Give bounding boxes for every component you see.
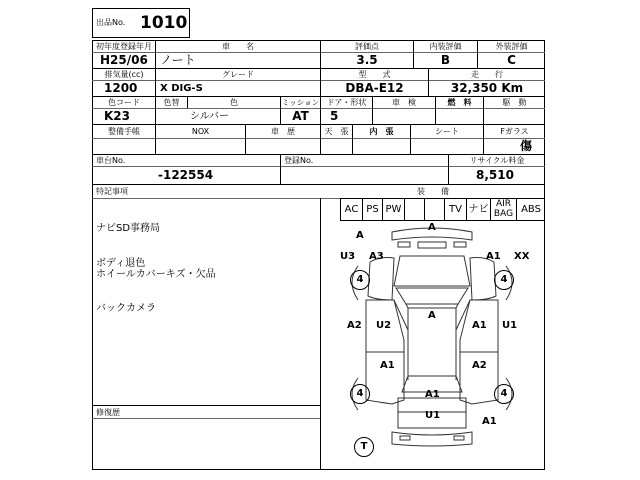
damage-mark: A1 [486,251,501,262]
damage-mark: A [428,310,436,321]
model-code-label: 型 式 [358,70,391,79]
mileage-label: 走 行 [471,70,503,79]
front-glass-value: 傷 [520,139,533,153]
grid-line [404,198,405,220]
grid-line [92,68,545,69]
front-left-wheel: 4 [350,270,370,290]
note-line: ホイールカバーキズ・欠品 [96,269,216,280]
grid-line [92,124,545,125]
mileage-value: 32,350 Km [450,81,524,95]
inspection-label: 車 検 [392,98,416,107]
color-code-value: K23 [104,109,130,123]
first-registration-value: H25/06 [100,53,148,67]
damage-mark: A3 [369,251,384,262]
interior-lining-label: 内 張 [369,127,394,136]
grid-line [92,184,545,185]
grid-line [92,418,320,419]
door-shape-label: ドア・形状 [326,98,367,107]
damage-mark: A2 [472,360,487,371]
equipment-ps: PS [366,204,379,215]
damage-mark: U1 [502,320,518,331]
equipment-navi: ナビ [468,204,489,215]
grid-line [280,154,281,184]
chassis-number-value: -122554 [158,168,214,182]
rear-left-wheel: 4 [350,384,370,404]
equipment-tv: TV [449,204,462,215]
recycle-fee-label: リサイクル料金 [469,156,525,165]
nox-label: NOX [191,127,210,136]
color-code-label: 色コード [108,98,140,107]
note-line: ナビSD事務局 [96,223,161,234]
transmission-value: AT [292,109,309,123]
note-line: ボディ退色 [96,258,146,269]
color-change-label: 色替 [163,98,180,107]
displacement-label: 排気量(cc) [104,70,144,79]
note-line: バックカメラ [96,303,156,314]
damage-mark: A2 [347,320,362,331]
equipment-airbag: AIR BAG [493,199,514,219]
interior-grade-value: B [440,53,451,67]
model-code-value: DBA-E12 [345,81,404,95]
grid-line [92,166,545,167]
grid-line [340,220,545,221]
grid-line [92,405,320,406]
transmission-label: ミッション [281,98,320,107]
special-notes-label: 特記事項 [96,187,128,196]
equipment-ac: AC [344,204,359,215]
grid-line [424,198,425,220]
damage-mark: A1 [380,360,395,371]
fuel-label: 燃 料 [447,98,472,107]
damage-mark: A1 [425,389,440,400]
grade-value: X DIG-S [160,83,203,94]
grid-line [92,154,545,155]
damage-mark: A [428,222,436,233]
lot-number-label: 出品No. [96,18,126,27]
damage-mark: XX [514,251,530,262]
damage-mark: A1 [472,320,487,331]
grid-line [92,138,545,139]
displacement-value: 1200 [104,81,138,95]
equipment-pw: PW [385,204,402,215]
damage-mark: U1 [425,410,441,421]
rear-right-wheel: 4 [494,384,514,404]
interior-grade-label: 内装評価 [429,42,462,51]
spare-tire: T [354,437,374,457]
equipment-abs: ABS [521,204,541,215]
vehicle-history-label: 車 歴 [271,127,295,136]
score-label: 評価点 [355,42,379,51]
roof-lining-label: 天 張 [324,127,349,136]
grade-label: グレード [222,70,254,79]
score-value: 3.5 [356,53,378,67]
car-name-value: ノート [160,53,196,67]
damage-mark: U3 [340,251,356,262]
registration-number-label: 登録No. [284,156,314,165]
color-label: 色 [230,98,238,107]
exterior-grade-label: 外装評価 [495,42,528,51]
door-shape-value: 5 [330,109,339,123]
exterior-grade-value: C [507,53,516,67]
equipment-label: 装 備 [417,187,449,196]
repair-history-label: 修復歴 [96,408,120,417]
damage-mark: A [356,230,364,241]
maintenance-record-label: 整備手帳 [108,127,140,136]
first-registration-label: 初年度登録年月 [96,42,152,51]
front-right-wheel: 4 [494,270,514,290]
grid-line [320,198,321,470]
car-name-label: 車 名 [222,42,254,51]
recycle-fee-value: 8,510 [476,168,514,182]
chassis-number-label: 車台No. [96,156,126,165]
lot-number: 1010 [140,13,188,33]
front-glass-label: Fガラス [500,127,529,136]
drive-label: 駆 動 [502,98,527,107]
damage-mark: A1 [482,416,497,427]
grid-line [92,96,545,97]
color-value: シルバー [190,111,230,122]
damage-mark: U2 [376,320,392,331]
seat-label: シート [435,127,459,136]
